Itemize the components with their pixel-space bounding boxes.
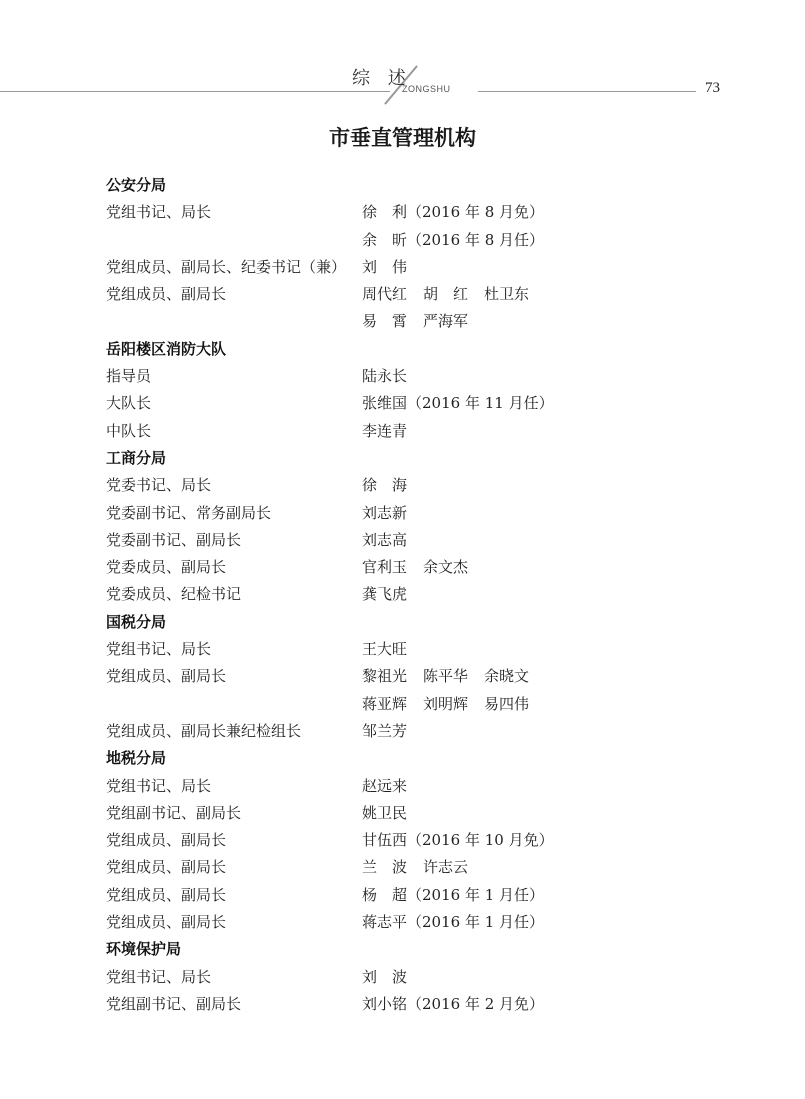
officeholder-names [362,199,560,226]
officeholder-names [362,964,423,991]
officeholder-name: 官利玉 [362,558,408,577]
officeholder-name: 胡 红 [423,285,469,304]
officeholder-names [362,882,560,909]
position-row [106,691,746,718]
officeholder-name: 甘伍西（2016 年 10 月免） [362,831,554,850]
page-title: 市垂直管理机构 [329,126,476,150]
position-row [106,991,746,1018]
position-row [106,199,746,226]
position-row [106,418,746,445]
officeholder-name: 严海军 [423,312,469,331]
position-title: 党委书记、局长 [106,476,212,495]
officeholder-name: 龚飞虎 [362,585,408,604]
position-title: 党组成员、副局长 [106,831,227,850]
officeholder-name: 余 昕（2016 年 8 月任） [362,230,545,249]
position-row [106,500,746,527]
officeholder-name: 易四伟 [484,694,530,713]
header-rule-right [478,91,696,92]
page-number: 73 [705,80,720,96]
officeholder-name: 易 霄 [362,312,408,331]
position-title: 中队长 [106,421,152,440]
officeholder-name: 刘志新 [362,503,408,522]
section-name: 综 述 [352,68,412,89]
position-row [106,636,746,663]
position-title: 党组书记、局长 [106,203,212,222]
position-row [106,773,746,800]
position-row [106,227,746,254]
officeholder-name: 刘小铭（2016 年 2 月免） [362,994,545,1013]
officeholder-names [362,663,545,690]
position-row [106,308,746,335]
officeholder-names [362,281,545,308]
officeholder-names [362,827,570,854]
officeholder-name: 蒋志平（2016 年 1 月任） [362,913,545,932]
position-row [106,390,746,417]
officeholder-names [362,418,423,445]
officeholder-names [362,691,545,718]
officeholder-name: 王大旺 [362,640,408,659]
officeholder-names [362,390,570,417]
position-row [106,964,746,991]
position-row [106,800,746,827]
officeholder-names [362,500,423,527]
officeholder-names [362,581,423,608]
position-row [106,554,746,581]
officeholder-names [362,718,423,745]
officeholder-names [362,363,423,390]
officeholder-name: 刘志高 [362,530,408,549]
position-title: 党组成员、副局长 [106,285,227,304]
position-title: 党委成员、副局长 [106,558,227,577]
header-rule-left [0,91,390,92]
position-row [106,718,746,745]
officeholder-names [362,308,484,335]
officeholder-names [362,527,423,554]
org-heading: 岳阳楼区消防大队 [106,339,227,358]
position-row [106,581,746,608]
officeholder-name: 徐 利（2016 年 8 月免） [362,203,545,222]
officeholder-name: 刘 波 [362,967,408,986]
officeholder-name: 余晓文 [484,667,530,686]
org-heading: 国税分局 [106,612,167,631]
officeholder-names [362,909,560,936]
position-row [106,827,746,854]
officeholder-name: 徐 海 [362,476,408,495]
position-title: 党组书记、局长 [106,967,212,986]
personnel-list [106,172,746,1018]
position-row [106,472,746,499]
officeholder-name: 李连青 [362,421,408,440]
officeholder-name: 刘明辉 [423,694,469,713]
officeholder-names [362,800,423,827]
position-row [106,281,746,308]
position-title: 党组成员、副局长 [106,858,227,877]
position-title: 党委副书记、常务副局长 [106,503,272,522]
position-title: 党委成员、纪检书记 [106,585,242,604]
officeholder-name: 姚卫民 [362,803,408,822]
position-title: 大队长 [106,394,152,413]
org-heading: 地税分局 [106,749,167,768]
officeholder-name: 杜卫东 [484,285,530,304]
officeholder-names [362,472,423,499]
position-title: 党组成员、副局长、纪委书记（兼） [106,257,347,276]
position-title: 党组成员、副局长 [106,667,227,686]
officeholder-names [362,773,423,800]
officeholder-names [362,636,423,663]
officeholder-names [362,254,423,281]
officeholder-name: 邹兰芳 [362,721,408,740]
position-row [106,854,746,881]
position-title: 指导员 [106,367,152,386]
officeholder-name: 周代红 [362,285,408,304]
org-heading: 环境保护局 [106,940,182,959]
officeholder-name: 赵远来 [362,776,408,795]
officeholder-names [362,554,484,581]
officeholder-name: 杨 超（2016 年 1 月任） [362,885,545,904]
position-row [106,254,746,281]
position-title: 党委副书记、副局长 [106,530,242,549]
position-title: 党组书记、局长 [106,776,212,795]
officeholder-names [362,854,484,881]
position-title: 党组成员、副局长兼纪检组长 [106,721,302,740]
officeholder-name: 陈平华 [423,667,469,686]
officeholder-name: 陆永长 [362,367,408,386]
officeholder-name: 刘 伟 [362,257,408,276]
position-title: 党组成员、副局长 [106,885,227,904]
position-row [106,527,746,554]
officeholder-name: 蒋亚辉 [362,694,408,713]
officeholder-name: 黎祖光 [362,667,408,686]
officeholder-name: 兰 波 [362,858,408,877]
position-title: 党组副书记、副局长 [106,803,242,822]
position-row [106,363,746,390]
position-row [106,663,746,690]
position-title: 党组书记、局长 [106,640,212,659]
officeholder-name: 许志云 [423,858,469,877]
position-row [106,882,746,909]
position-title: 党组成员、副局长 [106,913,227,932]
officeholder-name: 张维国（2016 年 11 月任） [362,394,554,413]
position-title: 党组副书记、副局长 [106,994,242,1013]
position-row [106,909,746,936]
section-pinyin: ZONGSHU [402,84,451,94]
org-heading: 公安分局 [106,176,167,194]
officeholder-names [362,991,560,1018]
org-heading: 工商分局 [106,448,167,467]
officeholder-name: 余文杰 [423,558,469,577]
officeholder-names [362,227,560,254]
